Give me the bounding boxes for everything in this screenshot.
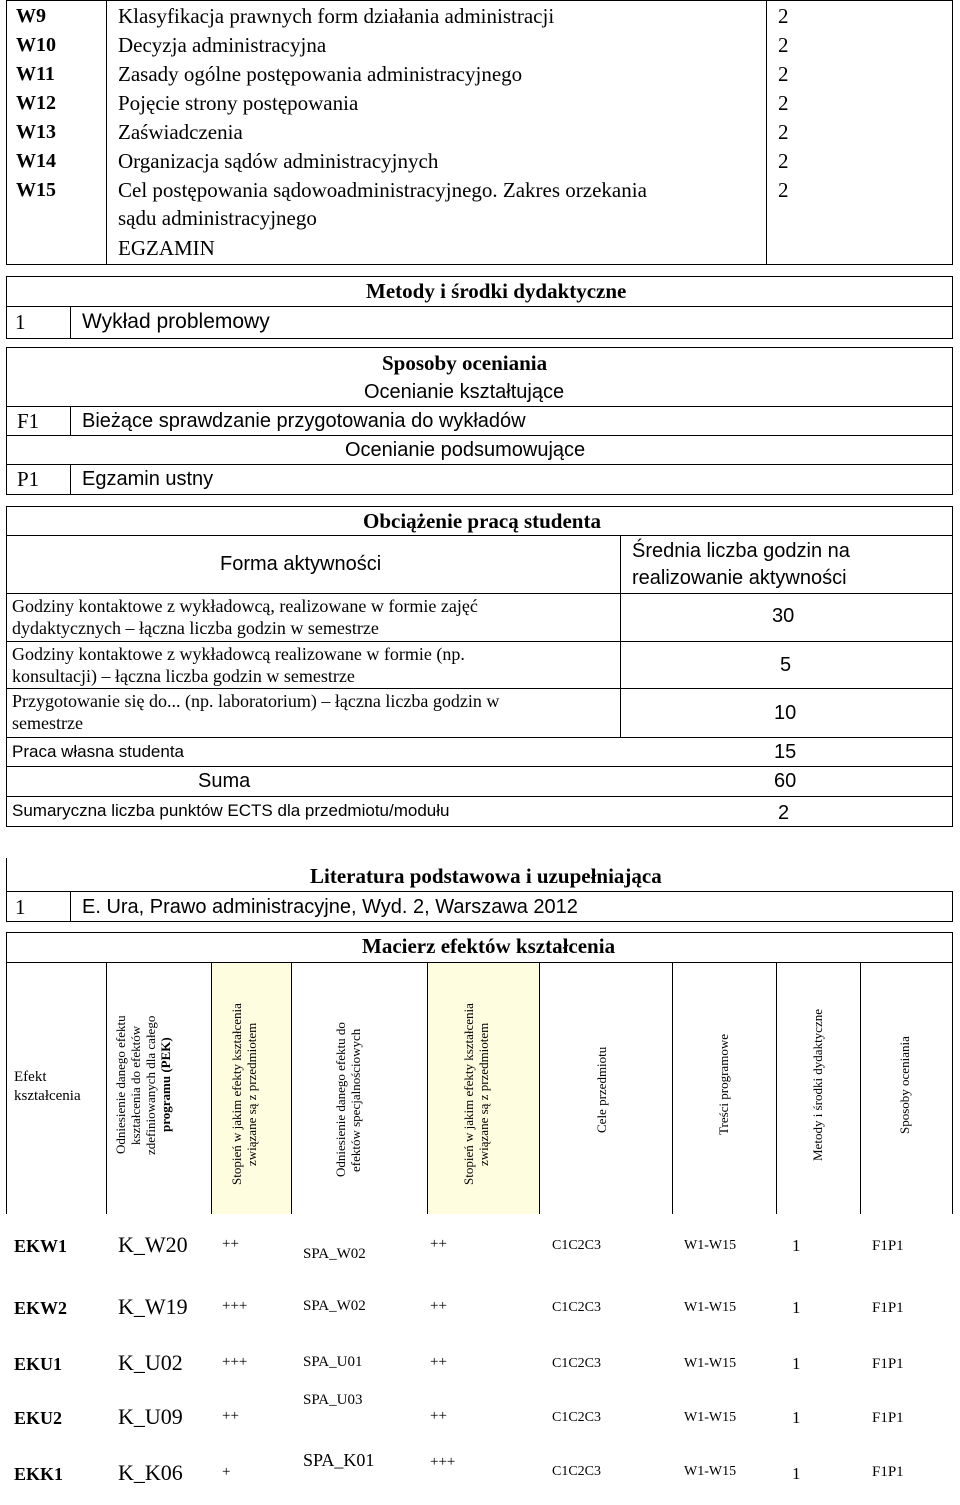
- lecture-title: Cel postępowania sądowoadministracyjnego. Zakres orzekania: [118, 178, 647, 202]
- workload-row-value: 10: [774, 702, 797, 724]
- literature-header: Literatura podstawowa i uzupełniająca: [310, 864, 662, 888]
- summative-header: Ocenianie podsumowujące: [345, 439, 586, 461]
- workload-col-hours: Średnia liczba godzin na realizowanie aktywności: [632, 540, 850, 589]
- method-text: Wykład problemowy: [82, 310, 270, 333]
- lecture-title: Zaświadczenia: [118, 120, 243, 144]
- lecture-code: W11: [16, 63, 55, 85]
- methods-header: Metody i środki dydaktyczne: [366, 279, 627, 303]
- lecture-title: Klasyfikacja prawnych form działania administracji: [118, 4, 555, 28]
- lecture-hours: 2: [778, 120, 789, 144]
- workload-header: Obciążenie pracą studenta: [363, 509, 601, 533]
- matrix-col-degree: Stopień w jakim efekty kształcenia związane są z przedmiotem: [461, 1003, 491, 1185]
- lecture-code: W10: [16, 34, 56, 56]
- workload-row-value: 15: [774, 741, 797, 763]
- lecture-hours: 2: [778, 4, 789, 28]
- matrix-col-contents: Treści programowe: [716, 1034, 731, 1136]
- matrix-col-assessment: Sposoby oceniania: [897, 1036, 912, 1134]
- workload-row-label: Godziny kontaktowe z wykładowcą, realizowane w formie zajęć dydaktycznych – łączna liczba godzin w semestrze: [12, 596, 478, 638]
- workload-row-value: 5: [780, 654, 792, 676]
- lecture-code: W14: [16, 150, 56, 172]
- workload-row-label: Przygotowanie się do... (np. laboratorium) – łączna liczba godzin w semestrze: [12, 691, 500, 733]
- matrix-col-pek: Odniesienie danego efektu kształcenia do efektów zdefiniowanych dla całego programu (PEK): [113, 1015, 173, 1155]
- lecture-hours: 2: [778, 91, 789, 115]
- lecture-title: Organizacja sądów administracyjnych: [118, 149, 439, 173]
- literature-number: 1: [15, 895, 26, 919]
- ects-label: Sumaryczna liczba punktów ECTS dla przedmiotu/modułu: [12, 801, 450, 820]
- method-number: 1: [15, 310, 26, 334]
- lecture-code: W15: [16, 179, 56, 201]
- matrix-col-degree: Stopień w jakim efekty kształcenia związane są z przedmiotem: [229, 1003, 259, 1185]
- formative-text: Bieżące sprawdzanie przygotowania do wykładów: [82, 410, 526, 432]
- lecture-hours: 2: [778, 178, 789, 202]
- lecture-title: Zasady ogólne postępowania administracyjnego: [118, 62, 523, 86]
- lecture-code: W9: [16, 5, 46, 27]
- matrix-col-effect: Efekt kształcenia: [14, 1069, 81, 1104]
- summative-text: Egzamin ustny: [82, 468, 214, 490]
- matrix-header: Macierz efektów kształcenia: [362, 934, 616, 958]
- workload-row-value: 30: [772, 605, 795, 627]
- lecture-hours: 2: [778, 33, 789, 57]
- lecture-title-cont: sądu administracyjnego: [118, 206, 317, 230]
- workload-row-label: Godziny kontaktowe z wykładowcą realizowane w formie (np. konsultacji) – łączna liczba godzin w semestrze: [12, 644, 465, 686]
- matrix-col-methods: Metody i środki dydaktyczne: [810, 1009, 825, 1161]
- workload-row-label: Praca własna studenta: [12, 742, 184, 761]
- matrix-col-spec: Odniesienie danego efektu do efektów specjalnościowych: [333, 1022, 363, 1178]
- workload-sum-value: 60: [774, 770, 797, 792]
- ects-value: 2: [778, 802, 790, 824]
- formative-code: F1: [17, 409, 40, 433]
- workload-col-activity: Forma aktywności: [220, 553, 382, 575]
- lecture-hours: 2: [778, 62, 789, 86]
- summative-code: P1: [17, 467, 40, 491]
- workload-sum-label: Suma: [198, 770, 251, 792]
- assessment-header: Sposoby oceniania: [382, 351, 548, 375]
- lecture-title: Pojęcie strony postępowania: [118, 91, 359, 115]
- formative-header: Ocenianie kształtujące: [364, 381, 565, 403]
- lecture-hours: 2: [778, 149, 789, 173]
- lecture-code: W12: [16, 92, 56, 114]
- lecture-title: Decyzja administracyjna: [118, 33, 327, 57]
- literature-text: E. Ura, Prawo administracyjne, Wyd. 2, Warszawa 2012: [82, 896, 578, 918]
- lecture-code: W13: [16, 121, 56, 143]
- matrix-col-goals: Cele przedmiotu: [594, 1046, 609, 1134]
- exam-label: EGZAMIN: [118, 236, 215, 260]
